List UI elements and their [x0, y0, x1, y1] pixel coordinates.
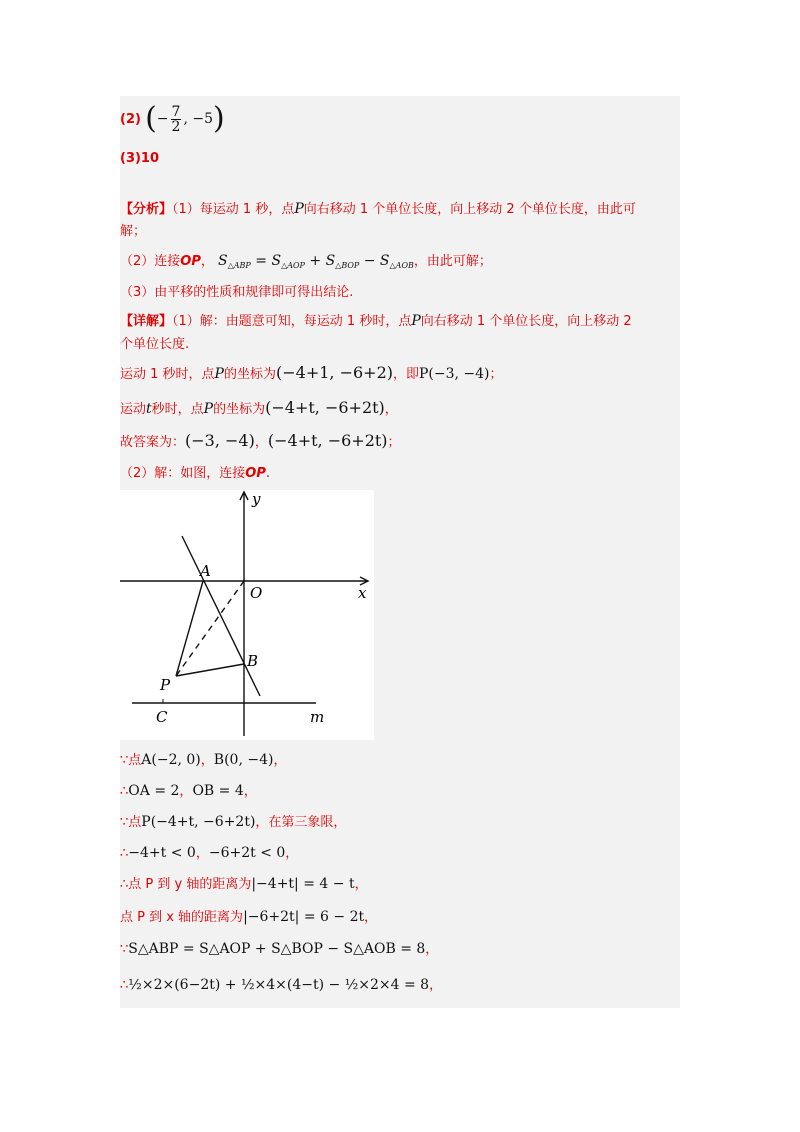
label-m: m — [310, 708, 325, 726]
detail-line-2: 个单位长度. — [120, 337, 190, 352]
label-y: y — [252, 490, 261, 508]
detail-line-4: 运动t秒时，点P的坐标为(−4+t, −6+2t)， — [120, 398, 398, 417]
proof-line-7: ∵S△ABP = S△AOP + S△BOP − S△AOB = 8， — [120, 941, 439, 957]
label-c: C — [156, 708, 168, 726]
solution-panel — [120, 96, 680, 1008]
analysis-line-2: 解； — [120, 224, 147, 239]
analysis-line-3: （2）连接OP， $S_{\triangle ABP} = S_{\triangle AOP} + S_{\triangle BOP} - S_{\triangle AOB}$，由此可解； — [120, 253, 492, 270]
answer-2: (2) (− $\frac{7}{2}$ , −5) — [120, 101, 225, 136]
segment-pb — [176, 664, 244, 676]
proof-line-8: ∴½×2×(6−2t) + ½×4×(4−t) − ½×2×4 = 8， — [120, 977, 443, 993]
label-b: B — [247, 652, 259, 670]
answer-3: (3)10 — [120, 151, 160, 166]
analysis-line-1: 【分析】（1）每运动 1 秒，点P向右移动 1 个单位长度，向上移动 2 个单位长度，由此可 — [120, 201, 636, 217]
segment-ap — [176, 581, 203, 676]
detail-line-1: 【详解】（1）解：由题意可知，每运动 1 秒时，点P向右移动 1 个单位长度，向上移动 2 — [120, 313, 632, 329]
segment-op-dashed — [176, 581, 244, 676]
coordinate-diagram — [120, 490, 374, 740]
label-o: O — [250, 584, 263, 602]
proof-line-2: ∴OA = 2，OB = 4， — [120, 783, 257, 799]
coordinate-figure — [120, 490, 374, 740]
proof-line-1: ∵点A(−2, 0)，B(0, −4)， — [120, 752, 287, 768]
detail-line-5: 故答案为：(−3, −4)，(−4+t, −6+2t)； — [120, 431, 401, 450]
proof-line-5: ∴点 P 到 y 轴的距离为|−4+t| = 4 − t， — [120, 876, 368, 892]
detail-line-3: 运动 1 秒时，点P的坐标为(−4+1, −6+2)，即P(−3, −4)； — [120, 363, 503, 382]
proof-line-3: ∵点P(−4+t, −6+2t)，在第三象限， — [120, 814, 347, 830]
analysis-line-4: （3）由平移的性质和规律即可得出结论. — [120, 285, 354, 300]
label-a: A — [200, 562, 211, 580]
label-x: x — [358, 584, 367, 602]
detail-line-6: （2）解：如图，连接OP. — [120, 466, 271, 481]
label-p: P — [160, 676, 171, 694]
proof-line-4: ∴−4+t < 0，−6+2t < 0， — [120, 845, 299, 861]
proof-line-6: 点 P 到 x 轴的距离为|−6+2t| = 6 − 2t， — [120, 909, 378, 925]
